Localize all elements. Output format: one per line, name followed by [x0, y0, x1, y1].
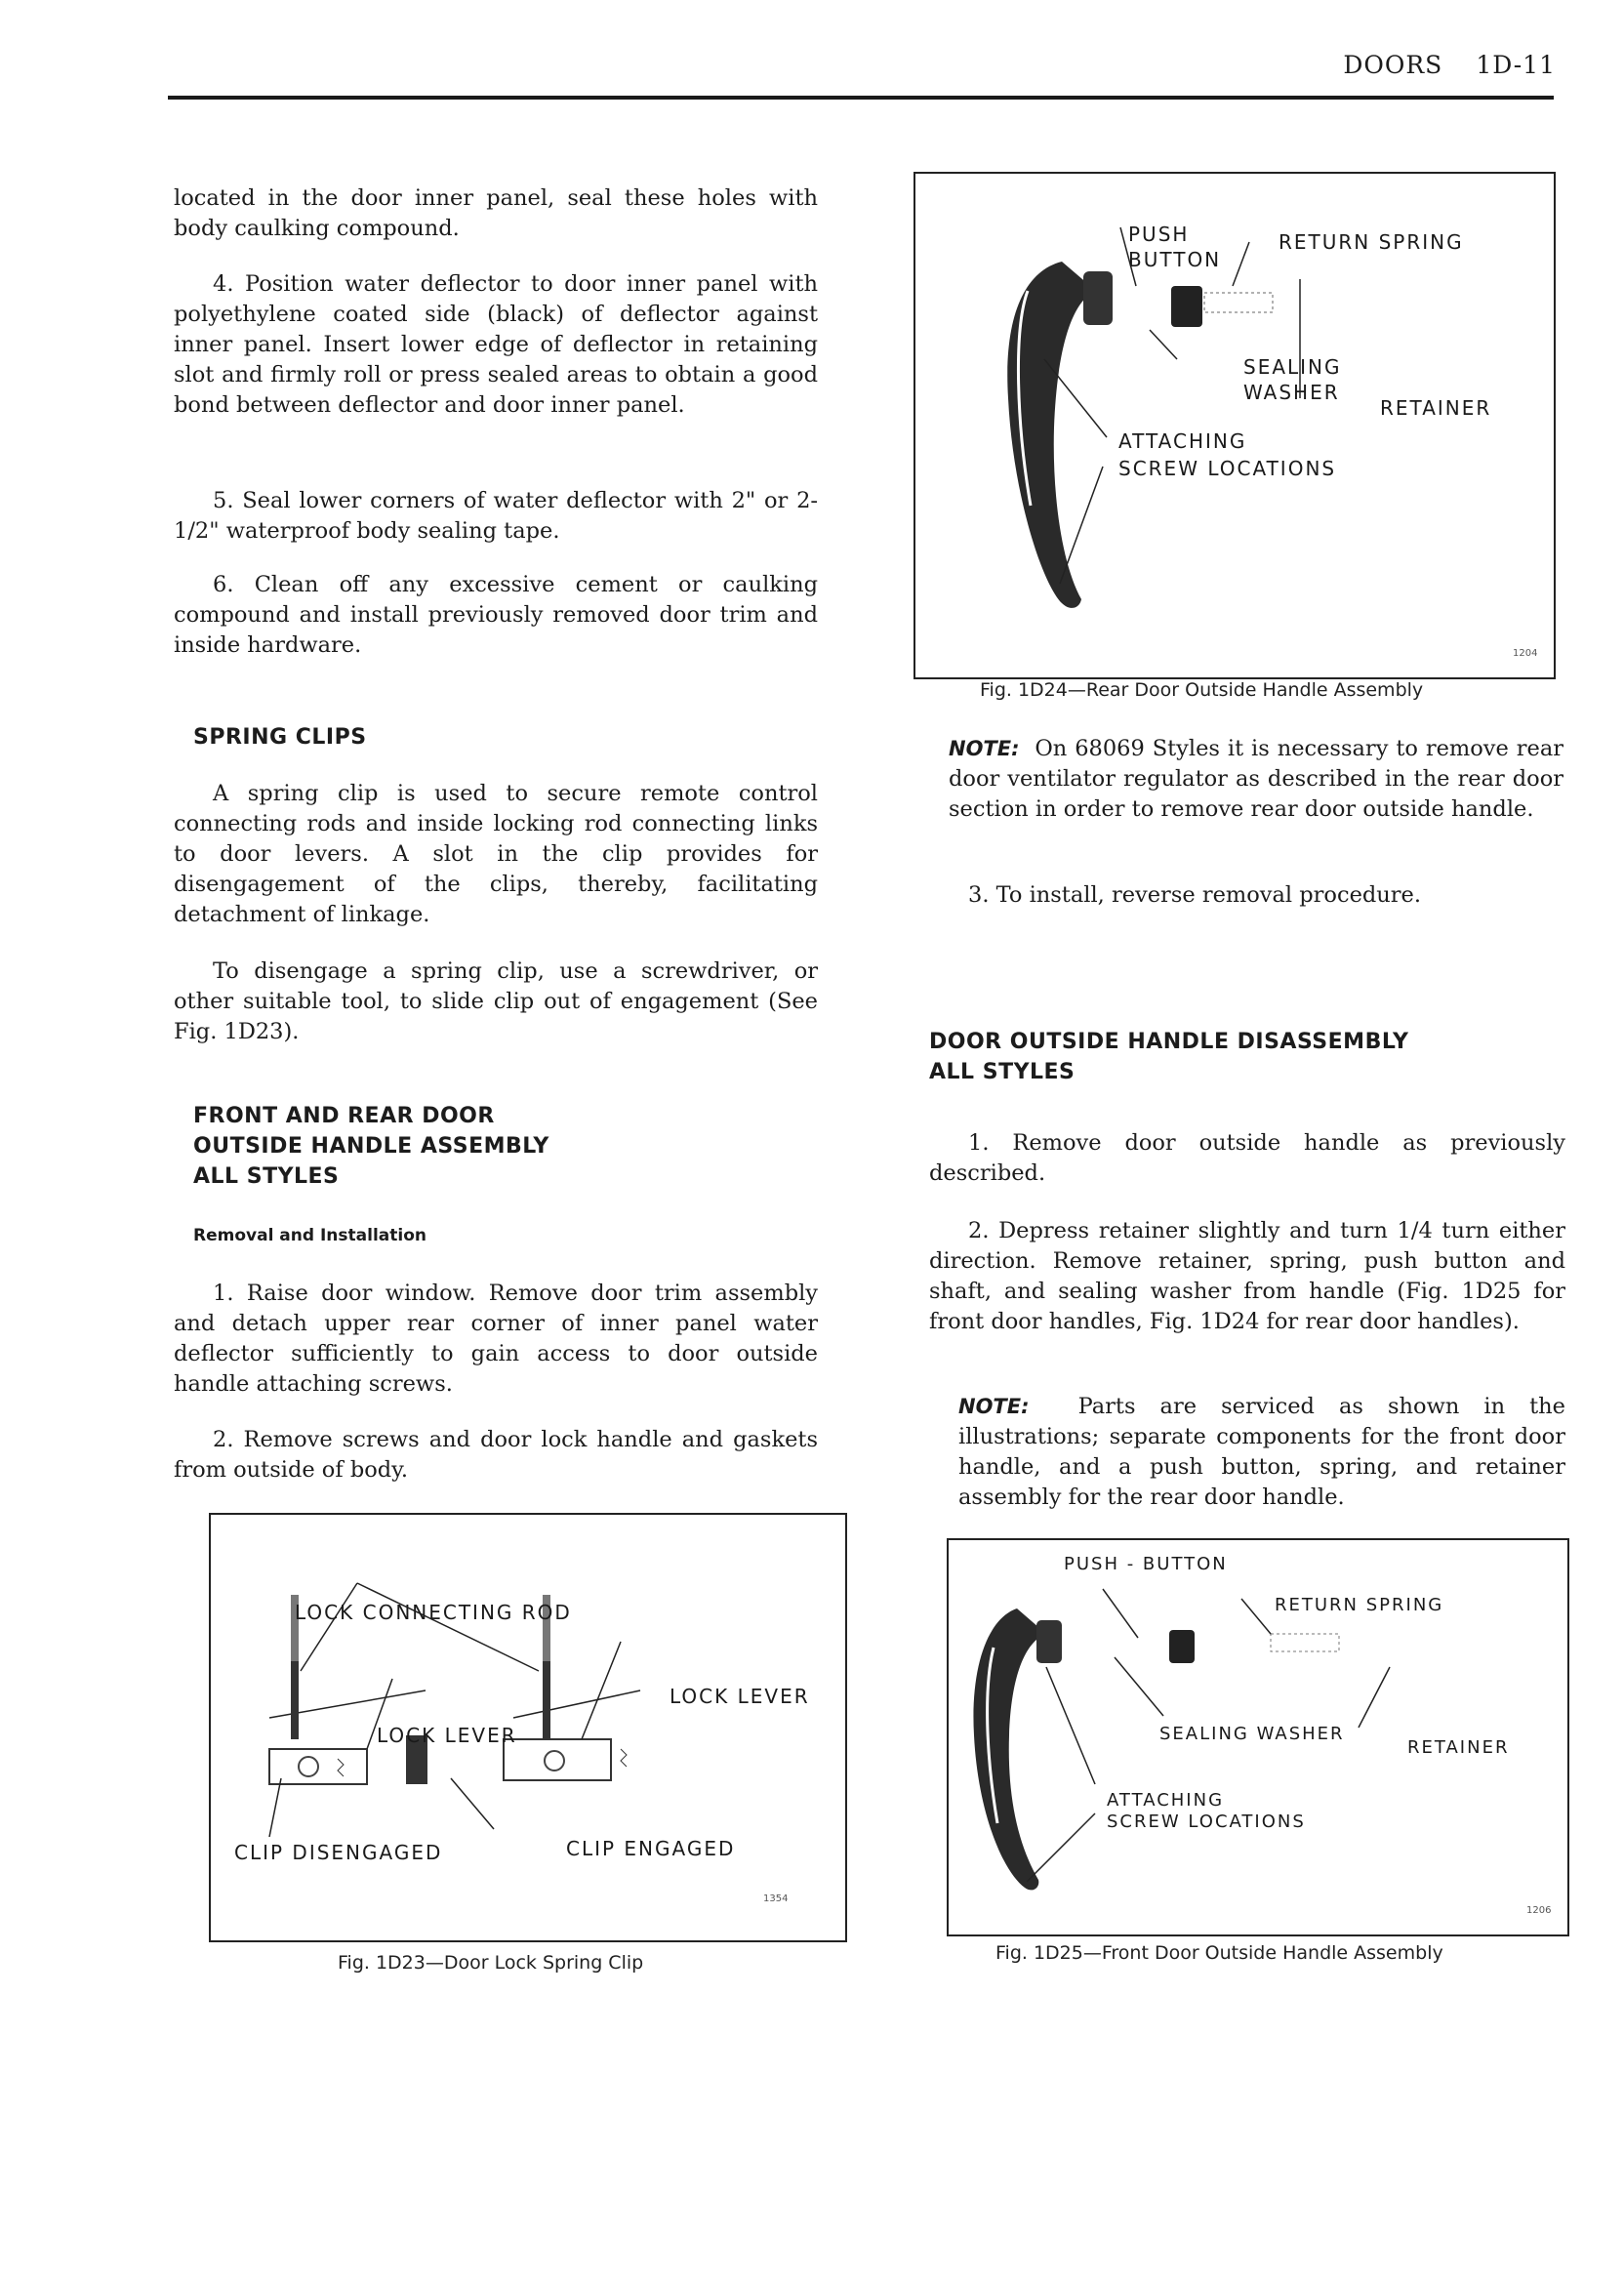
heading-disassembly-2: ALL STYLES [929, 1060, 1076, 1084]
label-retainer: RETAINER [1407, 1737, 1510, 1758]
header-rule [168, 96, 1554, 100]
label-button: BUTTON [1128, 248, 1222, 271]
label-sealing-washer: SEALING WASHER [1159, 1724, 1345, 1744]
label-lock-lever-right: LOCK LEVER [670, 1685, 810, 1708]
section-name: DOORS [1343, 51, 1443, 79]
label-lock-connecting-rod: LOCK CONNECTING ROD [295, 1601, 572, 1624]
heading-front-rear-2: OUTSIDE HANDLE ASSEMBLY [193, 1134, 549, 1159]
heading-front-rear-1: FRONT AND REAR DOOR [193, 1104, 495, 1128]
note-text: Parts are serviced as shown in the illustrations; separate components for the front door handle, and a push button, spring, and retainer assembly for the rear door handle. [958, 1394, 1565, 1510]
label-clip-disengaged: CLIP DISENGAGED [234, 1841, 443, 1864]
label-push: PUSH [1128, 223, 1190, 246]
caption-1d25: Fig. 1D25—Front Door Outside Handle Assembly [995, 1942, 1443, 1964]
label-screw-locations: SCREW LOCATIONS [1118, 457, 1337, 480]
label-sealing: SEALING [1243, 355, 1342, 379]
disassembly-step-2: 2. Depress retainer slightly and turn 1/4 turn either direction. Remove retainer, spring, push button and shaft, and sealing washer from handle (Fig. 1D25 for front door handles, Fig. 1D24 for rear door handles). [929, 1218, 1565, 1334]
heading-disassembly-1: DOOR OUTSIDE HANDLE DISASSEMBLY [929, 1030, 1409, 1054]
note-parts [958, 1392, 1565, 1513]
disassembly-step-1: 1. Remove door outside handle as previously described. [929, 1130, 1565, 1186]
heading-spring-clips: SPRING CLIPS [193, 725, 367, 750]
note-68069 [949, 734, 1563, 825]
spring-clip-illustration [211, 1515, 845, 1940]
note-text: On 68069 Styles it is necessary to remove rear door ventilator regulator as described in the rear door section in order to remove rear door outside handle. [949, 736, 1563, 822]
note-label: NOTE: [949, 737, 1020, 760]
label-attaching: ATTACHING [1107, 1790, 1225, 1811]
figure-number: 1354 [763, 1893, 789, 1904]
figure-1d24 [914, 172, 1556, 679]
label-push-button: PUSH - BUTTON [1064, 1554, 1228, 1574]
step-6: 6. Clean off any excessive cement or caulking compound and install previously removed door trim and inside hardware. [174, 572, 818, 658]
running-header [1310, 51, 1556, 79]
label-return-spring: RETURN SPRING [1275, 1595, 1444, 1615]
step-5: 5. Seal lower corners of water deflector with 2" or 2-1/2" waterproof body sealing tape. [174, 488, 818, 544]
heading-removal: Removal and Installation [193, 1226, 426, 1245]
label-attaching: ATTACHING [1118, 429, 1247, 453]
label-screw-locations: SCREW LOCATIONS [1107, 1812, 1306, 1832]
label-lock-lever-left: LOCK LEVER [377, 1724, 517, 1747]
step-3: 3. To install, reverse removal procedure. [968, 882, 1421, 908]
page-number: 1D-11 [1476, 51, 1556, 79]
caption-1d23: Fig. 1D23—Door Lock Spring Clip [338, 1952, 644, 1974]
figure-1d25 [947, 1538, 1569, 1936]
figure-1d23 [209, 1513, 847, 1942]
paragraph-continued: located in the door inner panel, seal these holes with body caulking compound. [174, 185, 818, 241]
figure-number: 1204 [1513, 648, 1538, 659]
label-retainer: RETAINER [1380, 396, 1492, 420]
step-4: 4. Position water deflector to door inner panel with polyethylene coated side (black) of deflector against inner panel. Insert lower edge of deflector in retaining slot and firmly roll or press sealed areas to obtain a good bond between deflector and door inner panel. [174, 271, 818, 418]
figure-number: 1206 [1526, 1905, 1552, 1916]
spring-clips-para-2: To disengage a spring clip, use a screwdriver, or other suitable tool, to slide clip out of engagement (See Fig. 1D23). [174, 958, 818, 1044]
caption-1d24: Fig. 1D24—Rear Door Outside Handle Assembly [980, 679, 1424, 701]
spring-clips-para-1: A spring clip is used to secure remote control connecting rods and inside locking rod connecting links to door levers. A slot in the clip provides for disengagement of the clips, thereby, facilitating detachment of linkage. [174, 781, 818, 927]
heading-front-rear-3: ALL STYLES [193, 1164, 340, 1189]
note-label: NOTE: [958, 1395, 1030, 1418]
removal-step-2: 2. Remove screws and door lock handle and gaskets from outside of body. [174, 1427, 818, 1483]
label-clip-engaged: CLIP ENGAGED [566, 1837, 736, 1860]
label-washer: WASHER [1243, 381, 1340, 404]
label-return-spring: RETURN SPRING [1279, 230, 1464, 254]
removal-step-1: 1. Raise door window. Remove door trim assembly and detach upper rear corner of inner panel water deflector sufficiently to gain access to door outside handle attaching screws. [174, 1281, 818, 1397]
